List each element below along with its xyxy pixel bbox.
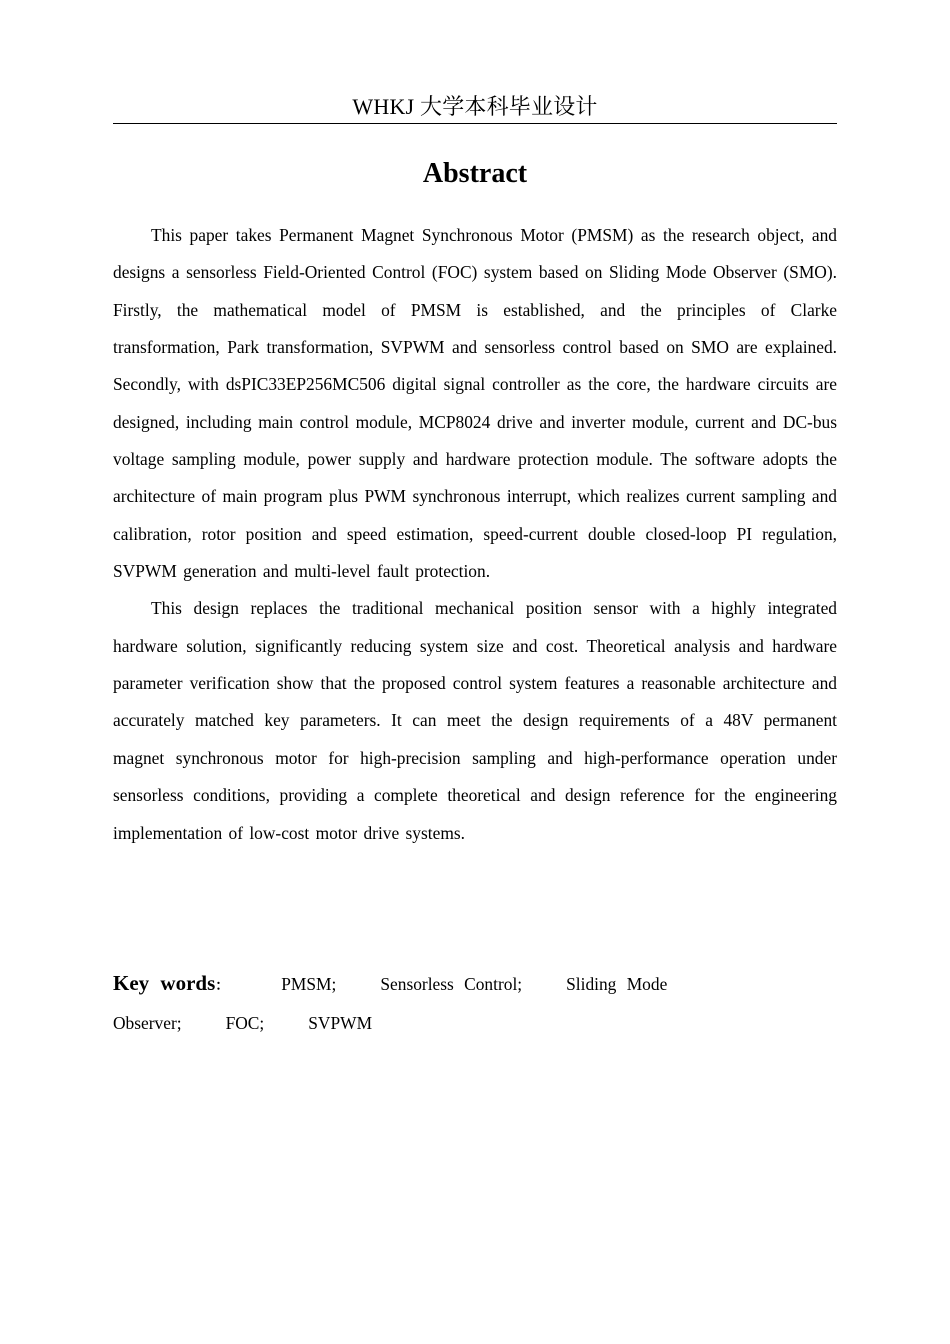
keyword-item: SVPWM xyxy=(308,1013,373,1033)
header-rule xyxy=(113,123,837,124)
keyword-item: PMSM; xyxy=(281,974,337,994)
keyword-item: Sensorless Control; xyxy=(380,974,523,994)
keyword-item: FOC; xyxy=(225,1013,265,1033)
abstract-body xyxy=(113,217,837,852)
keywords-colon: ： xyxy=(215,979,230,994)
abstract-paragraph-1: This paper takes Permanent Magnet Synchronous Motor (PMSM) as the research object, and designs a sensorless Field-Oriented Control (FOC) system based on Sliding Mode Observer (SMO). Firstly, the mathematical model of PMSM is established, and the principles of Clarke transformation, Park transformation, SVPWM and sensorless control based on SMO are explained. Secondly, with dsPIC33EP256MC506 digital signal controller as the core, the hardware circuits are designed, including main control module, MCP8024 drive and inverter module, current and DC-bus voltage sampling module, power supply and hardware protection module. The software adopts the architecture of main program plus PWM synchronous interrupt, which realizes current sampling and calibration, rotor position and speed estimation, speed-current double closed-loop PI regulation, SVPWM generation and multi-level fault protection. xyxy=(113,225,837,582)
abstract-title: Abstract xyxy=(422,158,528,189)
keyword-item: Sliding Mode Observer; xyxy=(113,974,668,1033)
keywords-label: Key words xyxy=(113,971,216,995)
keywords-section xyxy=(113,965,837,1041)
abstract-paragraph-2: This design replaces the traditional mechanical position sensor with a highly integrated hardware solution, significantly reducing system size and cost. Theoretical analysis and hardware parameter verification show that the proposed control system features a reasonable architecture and accurately matched key parameters. It can meet the design requirements of a 48V permanent magnet synchronous motor for high-precision sampling and high-performance operation under sensorless conditions, providing a complete theoretical and design reference for the engineering implementation of low-cost motor drive systems. xyxy=(113,598,837,843)
running-header: WHKJ 大学本科毕业设计 xyxy=(352,94,598,119)
